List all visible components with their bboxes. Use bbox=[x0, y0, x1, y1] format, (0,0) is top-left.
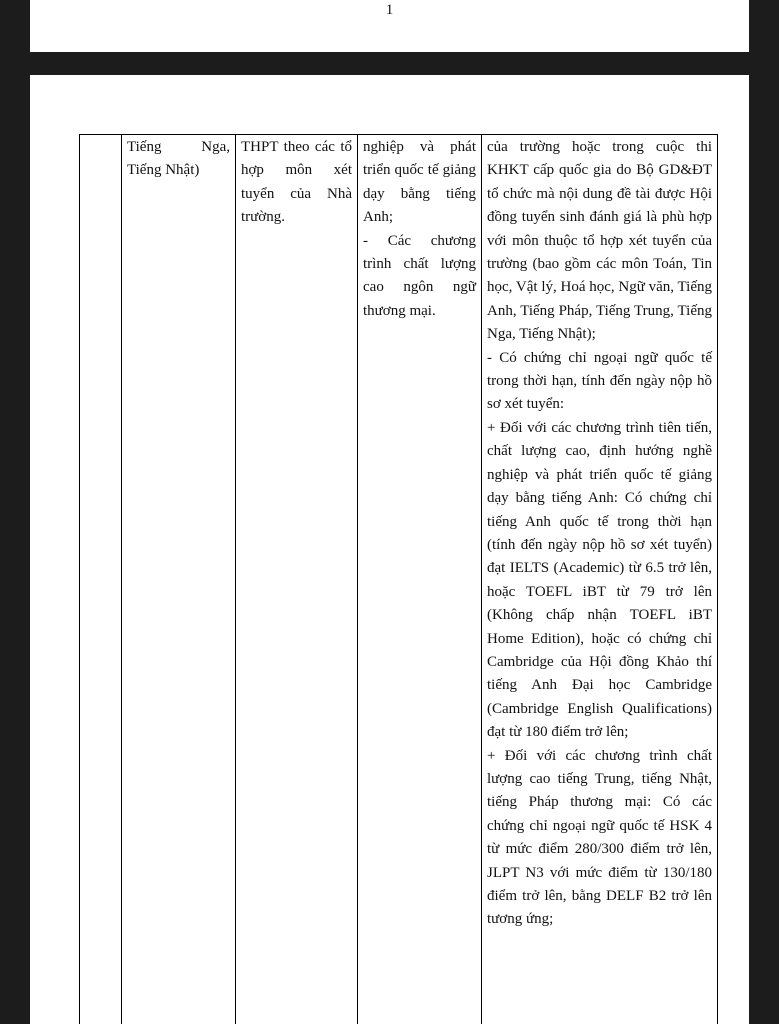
document-page bbox=[30, 75, 749, 1024]
table-cell-requirements: của trường hoặc trong cuộc thi KHKT cấp quốc gia do Bộ GD&ĐT tổ chức mà nội dung đề tài được Hội đồng tuyển sinh đánh giá là phù hợp với môn thuộc tổ hợp xét tuyển của trường (bao gồm các môn Toán, Tin học, Vật lý, Hoá học, Ngữ văn, Tiếng Anh, Tiếng Pháp, Tiếng Trung, Tiếng Nga, Tiếng Nhật); - Có chứng chỉ ngoại ngữ quốc tế trong thời hạn, tính đến ngày nộp hồ sơ xét tuyển: + Đối với các chương trình tiên tiến, chất lượng cao, định hướng nghề nghiệp và phát triển quốc tế giảng dạy bằng tiếng Anh: Có chứng chỉ tiếng Anh quốc tế trong thời hạn (tính đến ngày nộp hồ sơ xét tuyển) đạt IELTS (Academic) từ 6.5 trở lên, hoặc TOEFL iBT từ 79 trở lên (Không chấp nhận TOEFL iBT Home Edition), hoặc có chứng chỉ Cambridge của Hội đồng Khảo thí tiếng Anh Đại học Cambridge (Cambridge English Qualifications) đạt từ 180 điểm trở lên; + Đối với các chương trình chất lượng cao tiếng Trung, tiếng Nhật, tiếng Pháp thương mại: Có các chứng chỉ ngoại ngữ quốc tế HSK 4 từ mức điểm 280/300 điểm trở lên, JLPT N3 với mức điểm từ 130/180 điểm trở lên, bằng DELF B2 trở lên tương ứng; bbox=[482, 135, 718, 1024]
previous-page-footer bbox=[30, 0, 749, 52]
table-cell-combinations: THPT theo các tổ hợp môn xét tuyển của Nhà trường. bbox=[236, 135, 358, 1024]
admission-criteria-table bbox=[79, 134, 718, 1024]
table-cell-languages: Tiếng Nga, Tiếng Nhật) bbox=[122, 135, 236, 1024]
table-cell-programs: nghiệp và phát triển quốc tế giảng dạy bằng tiếng Anh; - Các chương trình chất lượng cao ngôn ngữ thương mại. bbox=[358, 135, 482, 1024]
table-cell-index bbox=[80, 135, 122, 1024]
table-row bbox=[80, 135, 718, 1024]
page-number: 1 bbox=[385, 2, 394, 18]
